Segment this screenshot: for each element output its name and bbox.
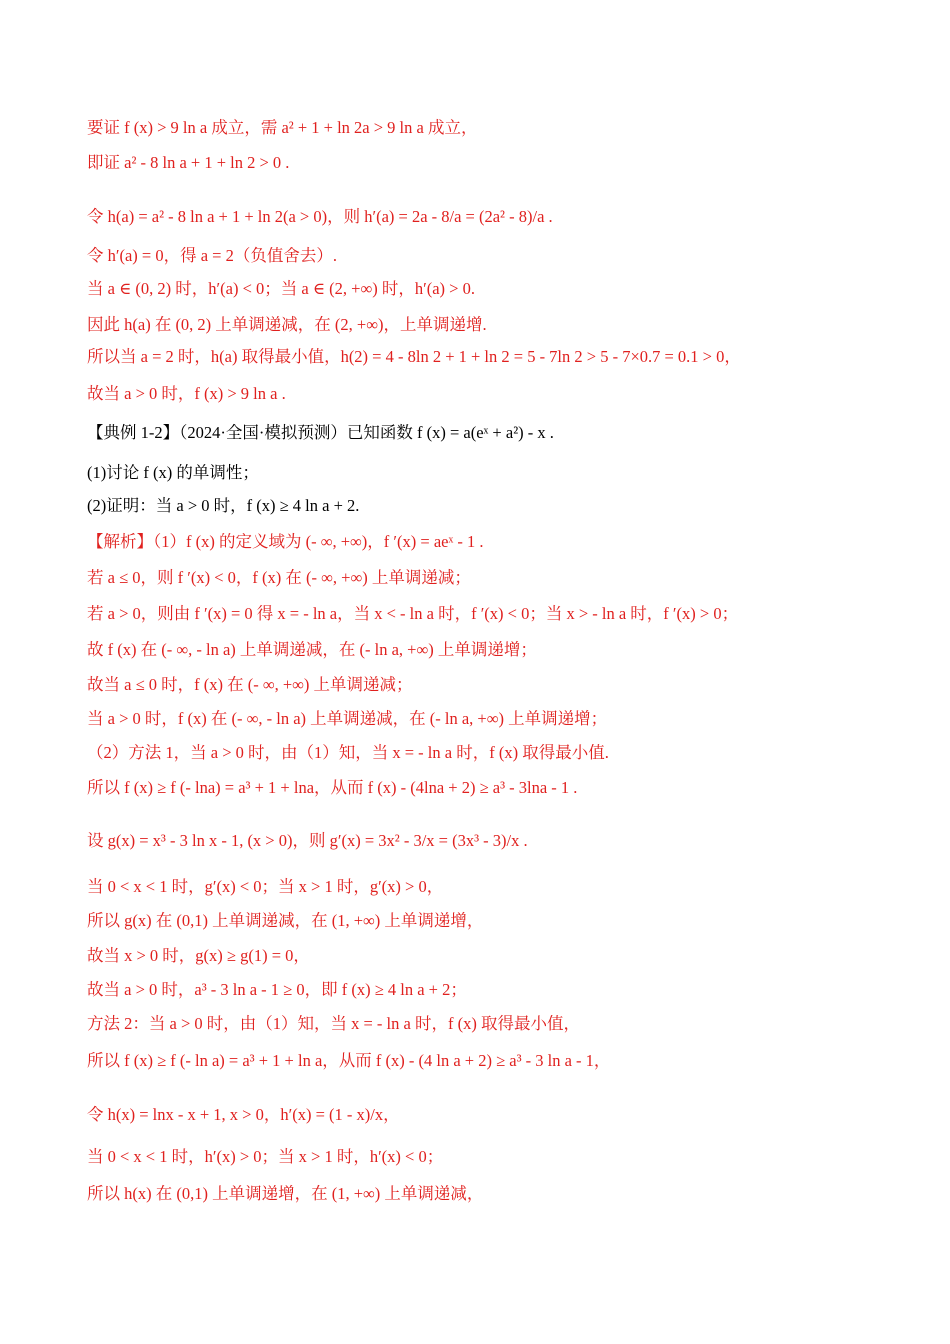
question-2: (2)证明：当 a > 0 时，f (x) ≥ 4 ln a + 2. bbox=[87, 496, 360, 515]
solution-line-2: 若 a ≤ 0，则 f ′(x) < 0，f (x) 在 (- ∞, +∞) 上单调递减； bbox=[87, 568, 471, 587]
solution-line-18: 所以 h(x) 在 (0,1) 上单调递增，在 (1, +∞) 上单调递减， bbox=[87, 1184, 484, 1203]
proof-line-6: 因此 h(a) 在 (0, 2) 上单调递减，在 (2, +∞)，上单调递增. bbox=[87, 315, 487, 334]
proof-line-7: 所以当 a = 2 时，h(a) 取得最小值，h(2) = 4 - 8ln 2 + 1 + ln 2 = 5 - 7ln 2 > 5 - 7×0.7 = 0.1 > 0， bbox=[87, 347, 741, 366]
question-1: (1)讨论 f (x) 的单调性； bbox=[87, 463, 259, 482]
solution-line-11: 所以 g(x) 在 (0,1) 上单调递减，在 (1, +∞) 上单调递增， bbox=[87, 911, 484, 930]
solution-line-4: 故 f (x) 在 (- ∞, - ln a) 上单调递减，在 (- ln a, +∞) 上单调递增； bbox=[87, 640, 537, 659]
solution-line-16: 令 h(x) = lnx - x + 1, x > 0，h′(x) = (1 - x)/x， bbox=[87, 1105, 400, 1124]
solution-line-12: 故当 x > 0 时，g(x) ≥ g(1) = 0， bbox=[87, 946, 310, 965]
proof-line-4: 令 h′(a) = 0，得 a = 2（负值舍去）. bbox=[87, 246, 337, 265]
solution-line-13: 故当 a > 0 时，a³ - 3 ln a - 1 ≥ 0，即 f (x) ≥ 4 ln a + 2； bbox=[87, 980, 467, 999]
solution-line-5: 故当 a ≤ 0 时，f (x) 在 (- ∞, +∞) 上单调递减； bbox=[87, 675, 413, 694]
solution-line-15: 所以 f (x) ≥ f (- ln a) = a³ + 1 + ln a，从而 f (x) - (4 ln a + 2) ≥ a³ - 3 ln a - 1， bbox=[87, 1051, 611, 1070]
solution-line-3: 若 a > 0，则由 f ′(x) = 0 得 x = - ln a，当 x < - ln a 时，f ′(x) < 0；当 x > - ln a 时，f ′(x) > 0； bbox=[87, 604, 739, 623]
proof-line-2: 即证 a² - 8 ln a + 1 + ln 2 > 0 . bbox=[87, 153, 290, 172]
solution-line-9: 设 g(x) = x³ - 3 ln x - 1, (x > 0)，则 g′(x) = 3x² - 3/x = (3x³ - 3)/x . bbox=[87, 831, 528, 850]
solution-line-1: 【解析】（1）f (x) 的定义域为 (- ∞, +∞)，f ′(x) = aeˣ - 1 . bbox=[87, 532, 484, 551]
solution-line-7: （2）方法 1，当 a > 0 时，由（1）知，当 x = - ln a 时，f (x) 取得最小值. bbox=[87, 743, 609, 762]
proof-line-1: 要证 f (x) > 9 ln a 成立，需 a² + 1 + ln 2a > 9 ln a 成立， bbox=[87, 118, 478, 137]
example-heading: 【典例 1-2】（2024·全国·模拟预测）已知函数 f (x) = a(eˣ + a²) - x . bbox=[87, 423, 554, 442]
proof-line-3: 令 h(a) = a² - 8 ln a + 1 + ln 2(a > 0)，则 h′(a) = 2a - 8/a = (2a² - 8)/a . bbox=[87, 207, 553, 226]
solution-line-8: 所以 f (x) ≥ f (- lna) = a³ + 1 + lna，从而 f (x) - (4lna + 2) ≥ a³ - 3lna - 1 . bbox=[87, 778, 578, 797]
solution-line-6: 当 a > 0 时，f (x) 在 (- ∞, - ln a) 上单调递减，在 (- ln a, +∞) 上单调递增； bbox=[87, 709, 608, 728]
solution-line-10: 当 0 < x < 1 时，g′(x) < 0；当 x > 1 时，g′(x) > 0， bbox=[87, 877, 444, 896]
solution-line-14: 方法 2：当 a > 0 时，由（1）知，当 x = - ln a 时，f (x) 取得最小值， bbox=[87, 1014, 580, 1033]
proof-line-8: 故当 a > 0 时，f (x) > 9 ln a . bbox=[87, 384, 286, 403]
solution-line-17: 当 0 < x < 1 时，h′(x) > 0；当 x > 1 时，h′(x) < 0； bbox=[87, 1147, 444, 1166]
proof-line-5: 当 a ∈ (0, 2) 时，h′(a) < 0；当 a ∈ (2, +∞) 时，h′(a) > 0. bbox=[87, 279, 475, 298]
